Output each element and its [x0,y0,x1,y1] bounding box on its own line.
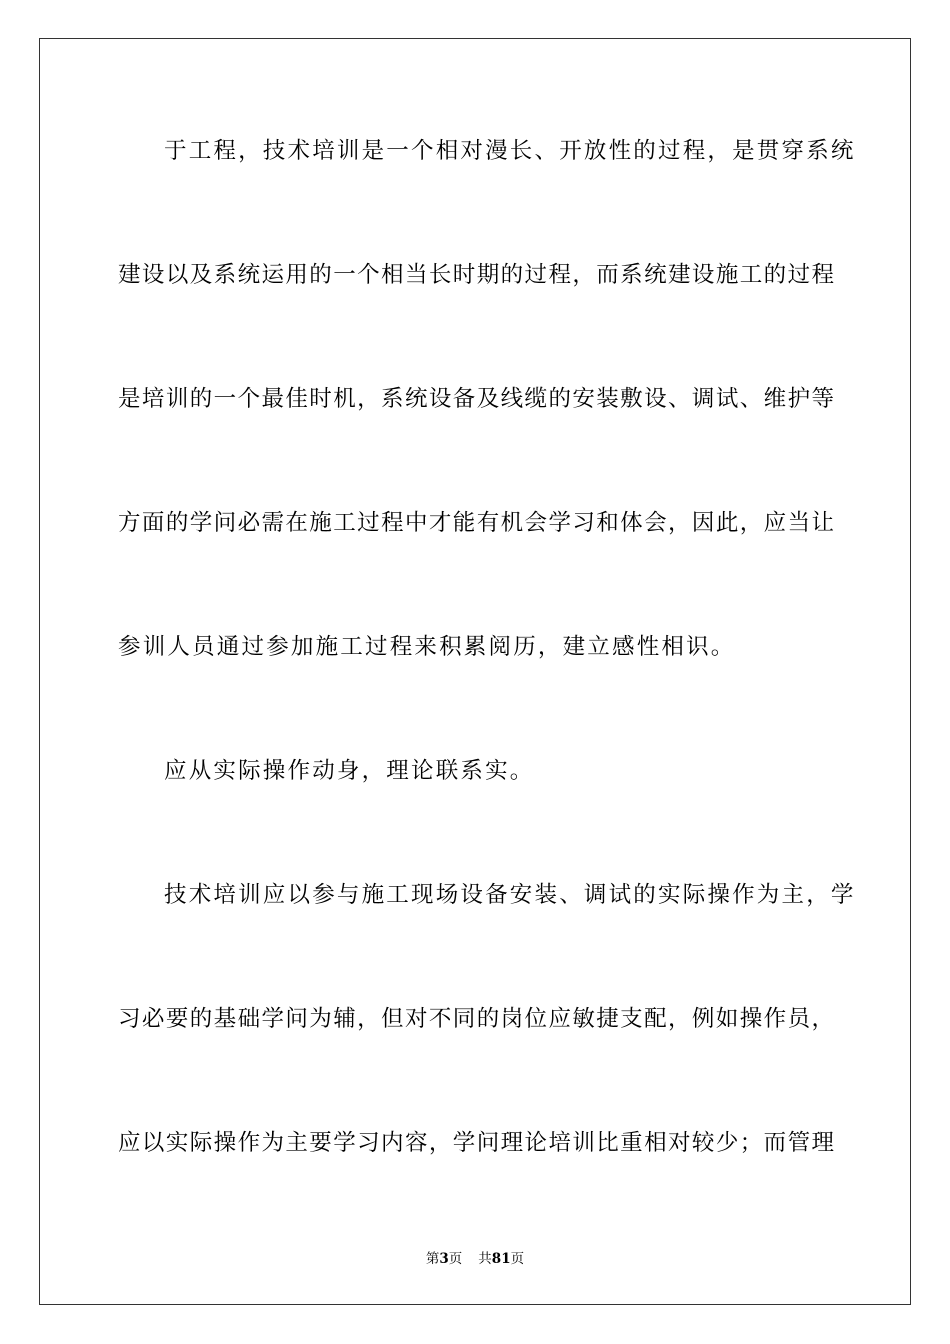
page-number: 第3页 [425,1251,463,1267]
paragraph-line-3: 是培训的一个最佳时机，系统设备及线缆的安装敷设、调试、维护等 [118,386,834,412]
paragraph-line-4: 方面的学问必需在施工过程中才能有机会学习和体会，因此，应当让 [118,510,834,536]
paragraph-line-9: 应以实际操作为主要学习内容，学问理论培训比重相对较少；而管理 [118,1130,834,1156]
paragraph-line-2: 建设以及系统运用的一个相当长时期的过程，而系统建设施工的过程 [118,262,834,288]
paragraph-line-1: 于工程，技术培训是一个相对漫长、开放性的过程，是贯穿系统 [164,138,856,164]
paragraph-line-6: 应从实际操作动身，理论联系实。 [164,758,535,784]
page-total: 共81页 [478,1251,525,1267]
page-footer [0,1247,950,1267]
document-body [118,124,856,1240]
paragraph-line-8: 习必要的基础学问为辅，但对不同的岗位应敏捷支配，例如操作员， [118,1006,834,1032]
paragraph-line-5: 参训人员通过参加施工过程来积累阅历，建立感性相识。 [118,634,736,660]
paragraph-line-7: 技术培训应以参与施工现场设备安装、调试的实际操作为主，学 [164,882,856,908]
